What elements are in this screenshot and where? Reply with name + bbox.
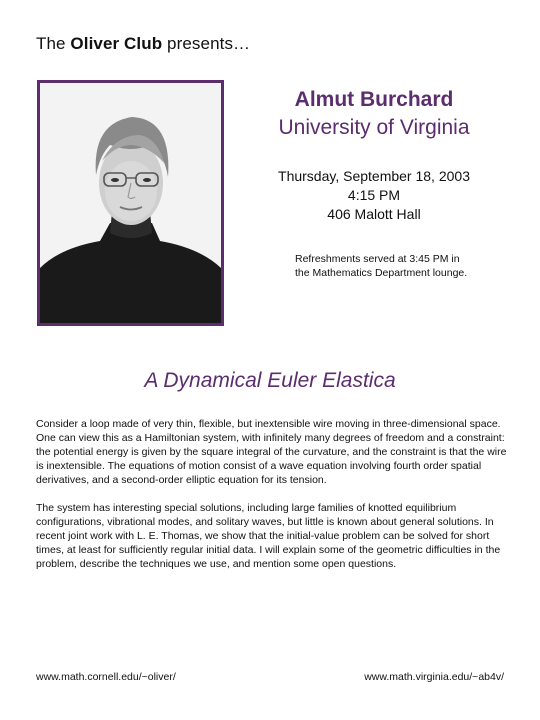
abstract-paragraph: Consider a loop made of very thin, flexible, but inextensible wire moving in three-dimensional space. One can view this as a Hamiltonian system, with infinitely many degrees of freedom and a constraint: the potential energy is given by the square integral of the curvature, and the constraint is that the wire is inextensible. The equations of motion consist of a wave equation involving fourth order spatial derivatives, and a second-order elliptic equation for its tension. — [36, 418, 507, 486]
refreshments-note: Refreshments served at 3:45 PM in the Mathematics Department lounge. — [295, 253, 468, 279]
header-prefix: The — [36, 34, 66, 53]
talk-title: A Dynamical Euler Elastica — [144, 369, 396, 392]
talk-abstract — [36, 417, 511, 585]
header-suffix: presents… — [167, 34, 251, 53]
abstract-paragraph: The system has interesting special solutions, including large families of knotted equilibrium configurations, vibrational modes, and solitary waves, but little is known about general solutions. In recent joint work with L. E. Thomas, we show that the initial-value problem can be solved for short times, at least for sufficiently regular initial data. I will explain some of the geometric difficulties in the problem, describe the techniques we use, and mention some open questions. — [36, 502, 501, 570]
club-name: Oliver Club — [70, 34, 163, 53]
speaker-homepage-url[interactable]: www.math.virginia.edu/~ab4v/ — [364, 671, 504, 683]
speaker-affiliation: University of Virginia — [278, 116, 470, 139]
speaker-photo — [37, 80, 224, 326]
oliver-club-url[interactable]: www.math.cornell.edu/~oliver/ — [36, 671, 176, 683]
speaker-name: Almut Burchard — [294, 88, 454, 111]
poster-header — [36, 34, 250, 54]
event-date: Thursday, September 18, 2003 — [278, 168, 470, 184]
speaker-portrait-image — [40, 83, 221, 323]
event-time: 4:15 PM — [347, 187, 401, 203]
event-location: 406 Malott Hall — [327, 206, 421, 222]
event-details — [250, 167, 498, 224]
